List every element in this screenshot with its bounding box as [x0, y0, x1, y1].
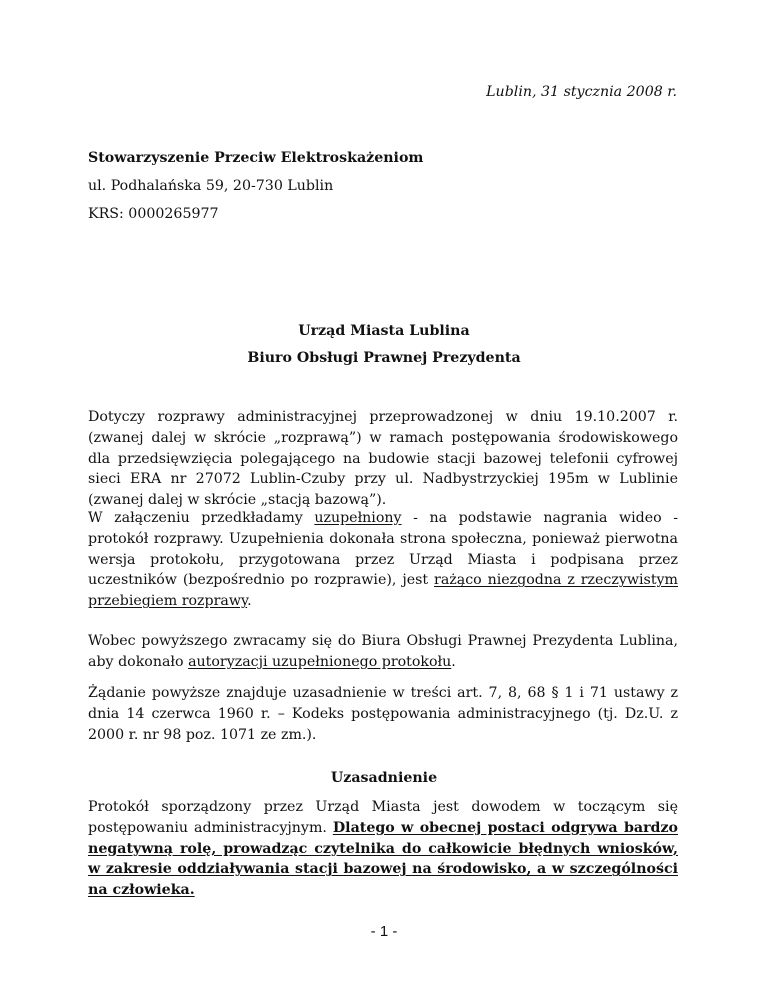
- sender-krs: KRS: 0000265977: [88, 206, 219, 222]
- underlined-authorization: autoryzacji uzupełnionego protokołu: [188, 653, 452, 670]
- letter-date: Lublin, 31 stycznia 2008 r.: [486, 84, 677, 100]
- paragraph-attachment-text-c: .: [247, 593, 252, 610]
- emphasized-conclusion: Dlatego w obecnej postaci odgrywa bardzo negatywną rolę, prowadząc czytelnika do całkowicie błędnych wniosków, w zakresie oddziaływania stacji bazowej na środowisko, a w szczególności na człowieka.: [88, 819, 678, 899]
- paragraph-attachment-text-a: W załączeniu przedkładamy: [88, 510, 315, 526]
- section-heading-justification: Uzasadnienie: [330, 770, 438, 786]
- paragraph-legal-basis: Żądanie powyższe znajduje uzasadnienie w treści art. 7, 8, 68 § 1 i 71 ustawy z dnia 14 czerwca 1960 r. – Kodeks postępowania administracyjnego (tj. Dz.U. z 2000 r. nr 98 poz. 1071 ze zm.).: [88, 685, 678, 743]
- paragraph-attachment: [88, 508, 678, 612]
- recipient-department: Biuro Obsługi Prawnej Prezydenta: [247, 350, 521, 366]
- paragraph-justification-text: Protokół sporządzony przez Urząd Miasta jest dowodem w toczącym się postępowaniu administracyjnym.: [88, 799, 678, 836]
- recipient-office: Urząd Miasta Lublina: [298, 323, 470, 339]
- paragraph-attachment-text-b: - na podstawie nagrania wideo - protokół rozprawy. Uzupełnienia dokonała strona społeczna, ponieważ pierwotna wersja protokołu, przygotowana przez Urząd Miasta i podpisana przez uczestników (bezpośrednio po rozprawie), jest: [88, 510, 679, 589]
- page-number: - 1 -: [370, 923, 398, 940]
- underlined-discrepancy: rażąco niezgodna z rzeczywistym przebiegiem rozprawy: [88, 572, 679, 610]
- paragraph-request-text-a: Wobec powyższego zwracamy się do Biura Obsługi Prawnej Prezydenta Lublina, aby dokonało: [88, 633, 678, 670]
- paragraph-request: [88, 631, 678, 673]
- underlined-supplemented: uzupełniony: [314, 510, 402, 526]
- paragraph-justification: [88, 797, 678, 901]
- sender-address: ul. Podhalańska 59, 20-730 Lublin: [88, 178, 334, 194]
- paragraph-request-text-b: .: [451, 653, 456, 670]
- paragraph-subject: Dotyczy rozprawy administracyjnej przeprowadzonej w dniu 19.10.2007 r. (zwanej dalej w skrócie „rozprawą”) w ramach postępowania środowiskowego dla przedsięwzięcia polegającego na budowie stacji bazowej telefonii cyfrowej sieci ERA nr 27072 Lublin-Czuby przy ul. Nadbystrzyckiej 195m w Lublinie (zwanej dalej w skrócie „stacją bazową”).: [88, 409, 678, 509]
- sender-name: Stowarzyszenie Przeciw Elektroskażeniom: [88, 150, 424, 166]
